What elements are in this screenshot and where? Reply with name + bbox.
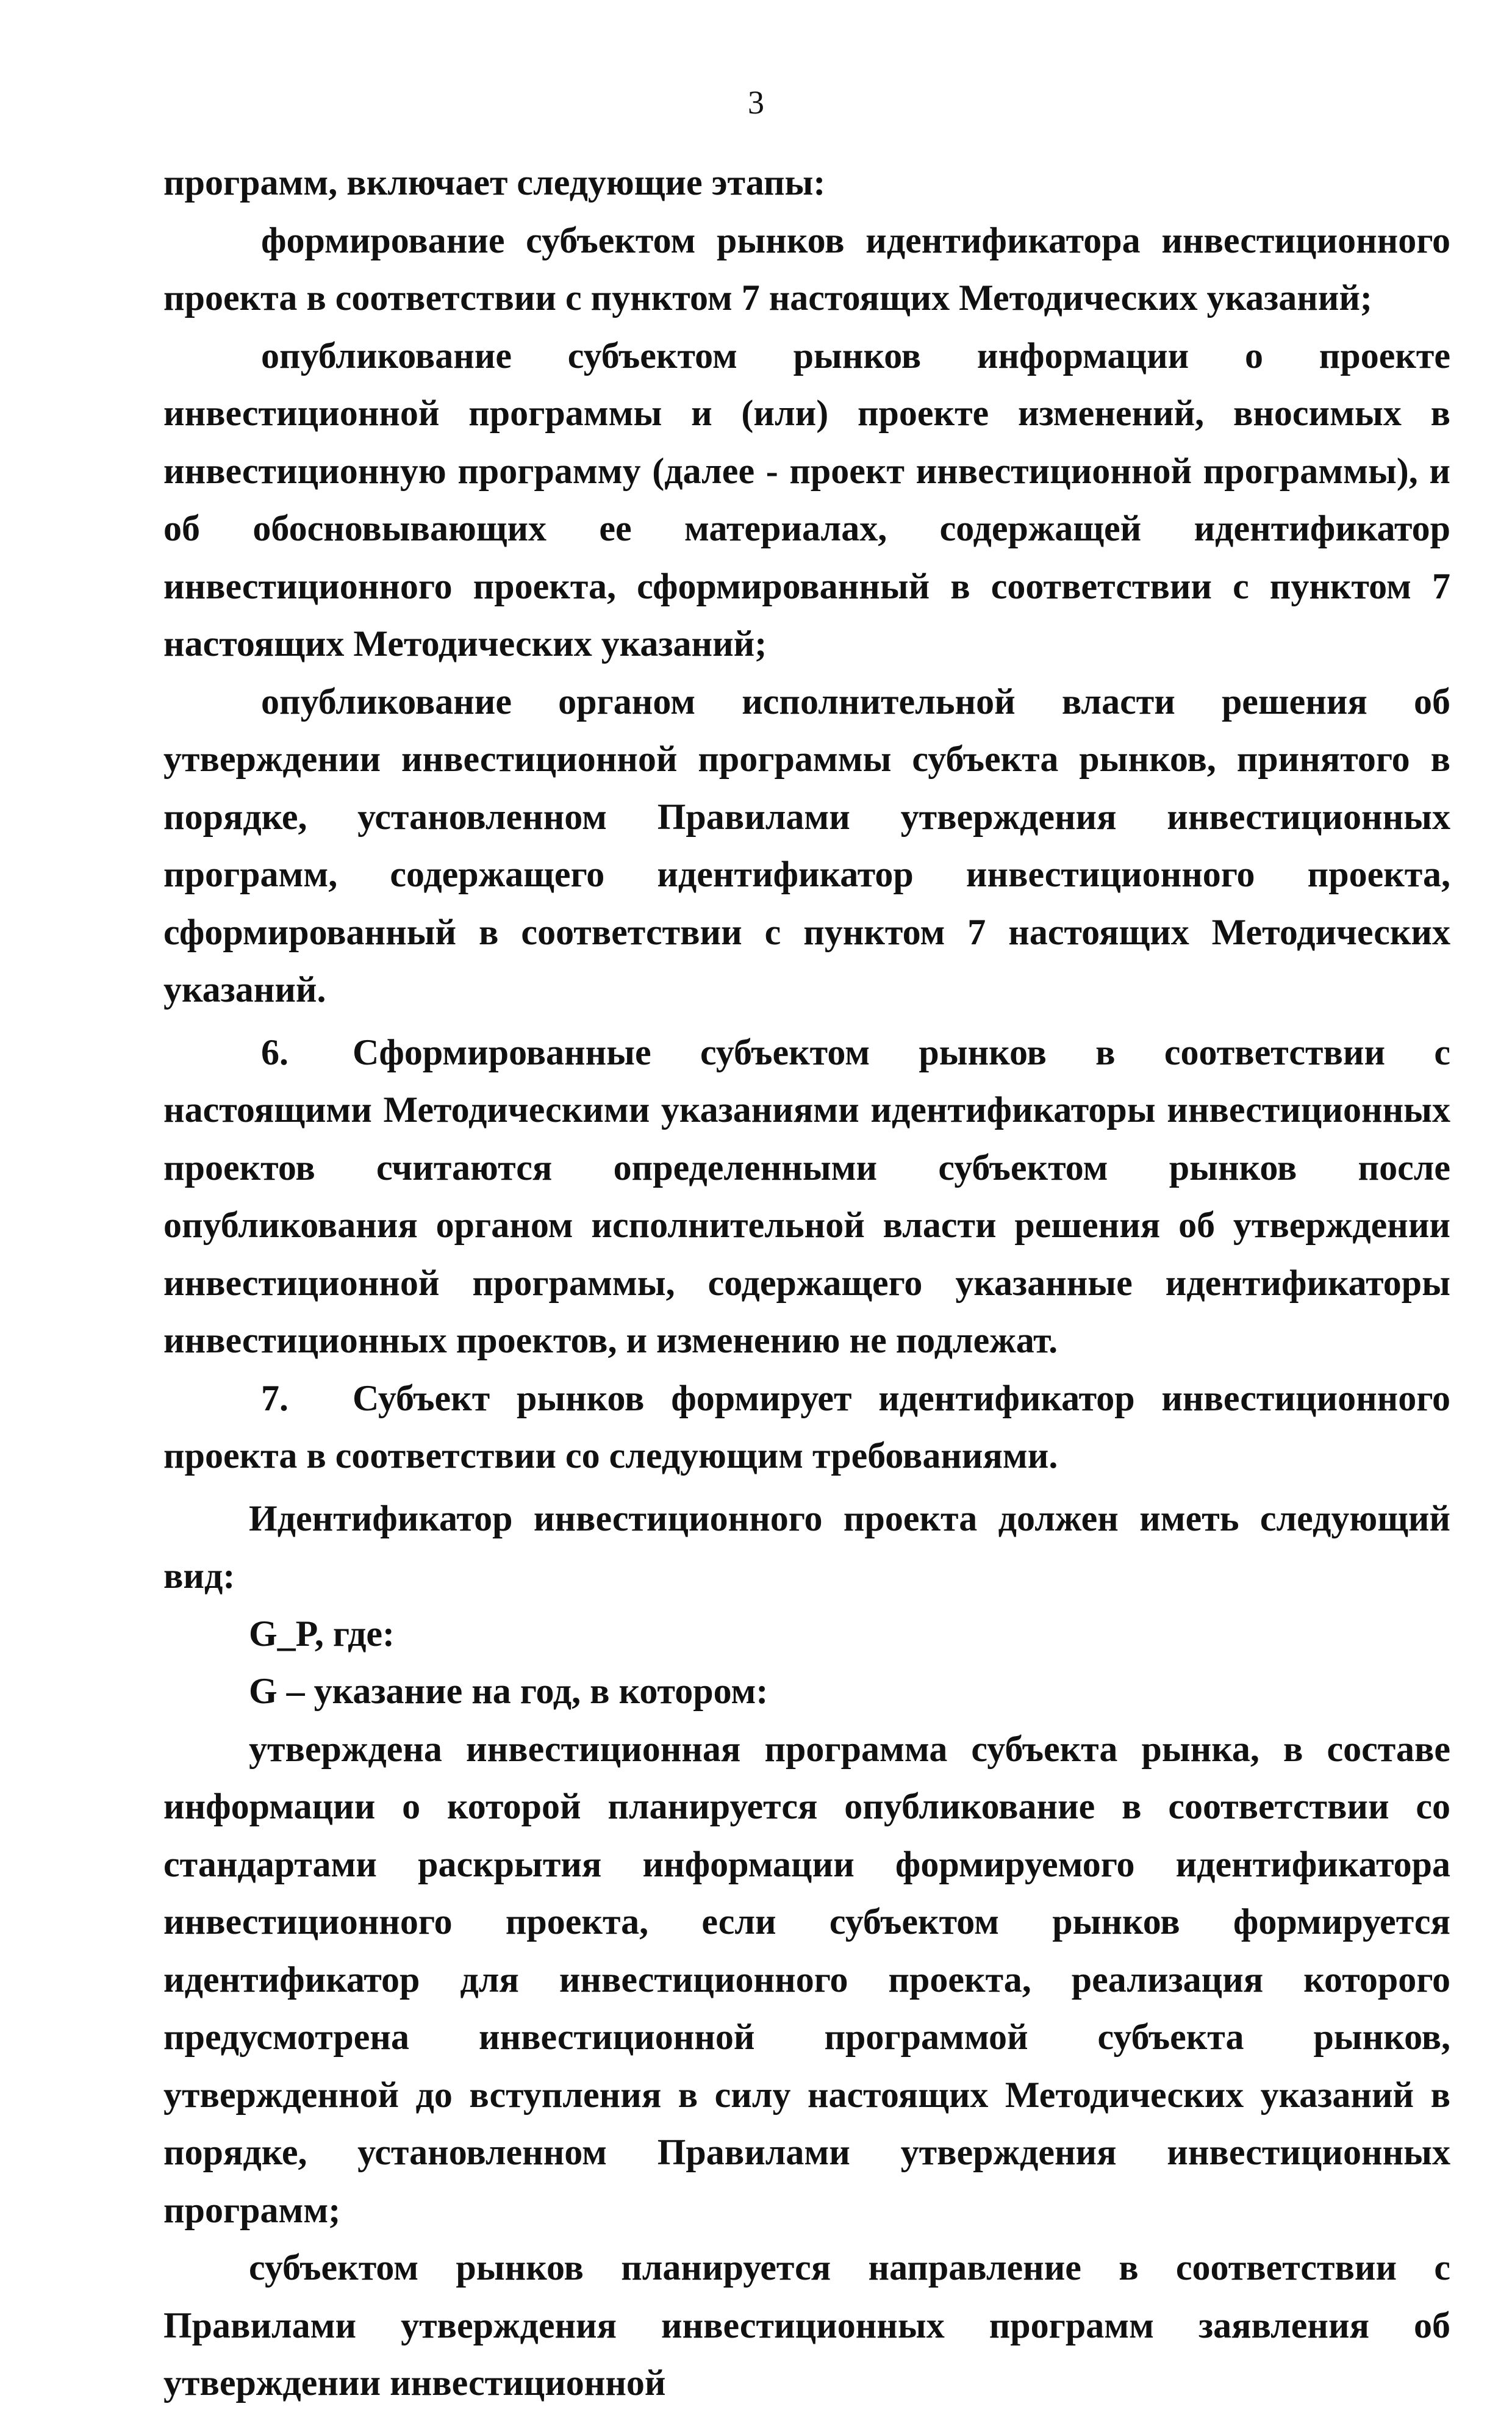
paragraph-continuation: программ, включает следующие этапы: — [163, 162, 826, 203]
item-7-text: Субъект рынков формирует идентификатор инвестиционного проекта в соответствии со следующим требованиями. — [163, 1377, 1450, 1476]
item-number-7: 7. — [261, 1377, 288, 1418]
paragraph-item-6 — [163, 1024, 1450, 1369]
paragraph-g-case-2: субъектом рынков планируется направление в соответствии с Правилами утверждения инвестиционных программ заявления об утверждении инвестиционной — [163, 2247, 1450, 2403]
paragraph-formula: G_P, где: — [249, 1613, 395, 1654]
item-6-text: Сформированные субъектом рынков в соответствии с настоящими Методическими указаниями идентификаторы инвестиционных проектов считаются определенными субъектом рынков после опубликования органом исполнительной власти решения об утверждении инвестиционной программы, содержащего указанные идентификаторы инвестиционных проектов, и изменению не подлежат. — [163, 1032, 1450, 1360]
paragraph-stage-3: опубликование органом исполнительной власти решения об утверждении инвестиционной программы субъекта рынков, принятого в порядке, установленном Правилами утверждения инвестиционных программ, содержащего идентификатор инвестиционного проекта, сформированный в соответствии с пунктом 7 настоящих Методических указаний. — [163, 681, 1450, 1010]
paragraph-g-definition: G – указание на год, в котором: — [249, 1671, 769, 1711]
paragraph-stage-2: опубликование субъектом рынков информации о проекте инвестиционной программы и (или) проекте изменений, вносимых в инвестиционную программу (далее - проект инвестиционной программы), и об обосновывающих ее материалах, содержащей идентификатор инвестиционного проекта, сформированный в соответствии с пунктом 7 настоящих Методических указаний; — [163, 335, 1450, 664]
paragraph-identifier-form: Идентификатор инвестиционного проекта должен иметь следующий вид: — [163, 1498, 1450, 1596]
paragraph-stage-1: формирование субъектом рынков идентификатора инвестиционного проекта в соответствии с пунктом 7 настоящих Методических указаний; — [163, 220, 1450, 318]
page-number: 3 — [748, 84, 764, 121]
paragraph-g-case-1: утверждена инвестиционная программа субъекта рынка, в составе информации о которой планируется опубликование в соответствии со стандартами раскрытия информации формируемого идентификатора инвестиционного проекта, если субъектом рынков формируется идентификатор для инвестиционного проекта, реализация которого предусмотрена инвестиционной программой субъекта рынков, утвержденной до вступления в силу настоящих Методических указаний в порядке, установленном Правилами утверждения инвестиционных программ; — [163, 1728, 1450, 2230]
item-number-6: 6. — [261, 1032, 288, 1072]
document-body — [163, 154, 1450, 2412]
paragraph-item-7 — [163, 1369, 1450, 1485]
